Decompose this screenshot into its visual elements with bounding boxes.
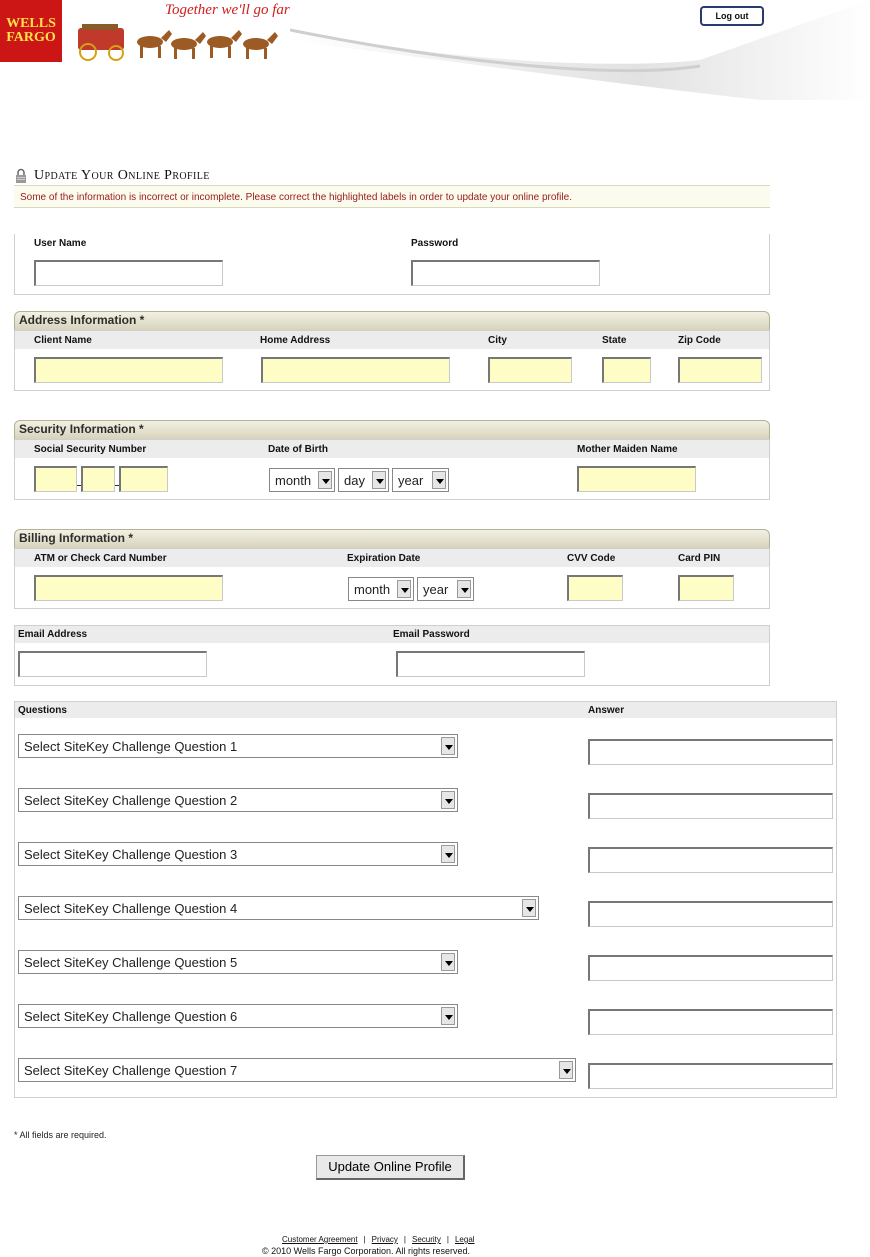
address-label-row (15, 331, 769, 349)
chevron-down-icon (441, 1007, 455, 1025)
client-name-input[interactable] (34, 357, 223, 383)
privacy-link[interactable]: Privacy (371, 1235, 398, 1244)
question-5-select[interactable] (18, 950, 458, 974)
chevron-down-icon (441, 791, 455, 809)
question-2-value: Select SiteKey Challenge Question 2 (24, 793, 238, 808)
question-6-select[interactable] (18, 1004, 458, 1028)
question-3-select[interactable] (18, 842, 458, 866)
card-number-label: ATM or Check Card Number (34, 553, 167, 564)
logout-button[interactable]: Log out (700, 6, 764, 26)
ssn-part-3-input[interactable] (119, 466, 168, 492)
ssn-label: Social Security Number (34, 444, 147, 455)
zip-code-input[interactable] (678, 357, 762, 383)
cvv-code-input[interactable] (567, 575, 623, 601)
card-pin-label: Card PIN (678, 553, 721, 564)
date-of-birth-label: Date of Birth (268, 444, 328, 455)
logo-line-2: FARGO (6, 30, 56, 45)
update-profile-button[interactable]: Update Online Profile (316, 1155, 465, 1180)
user-name-label: User Name (34, 238, 87, 249)
security-link[interactable]: Security (411, 1235, 441, 1244)
email-address-label: Email Address (18, 629, 88, 640)
questions-label-row (15, 702, 836, 718)
chevron-down-icon (372, 471, 386, 489)
city-label: City (488, 335, 507, 346)
dob-day-value: day (344, 473, 365, 488)
dob-day-select[interactable] (338, 468, 389, 492)
exp-month-value: month (354, 582, 391, 597)
security-section-title: Security Information * (19, 422, 144, 436)
chevron-down-icon (522, 899, 536, 917)
footer-separator: | (363, 1235, 366, 1244)
error-message: Some of the information is incorrect or incomplete. Please correct the highlighted labels in order to update your online profile. (20, 192, 572, 203)
chevron-down-icon (441, 845, 455, 863)
page-title: Update Your Online Profile (34, 168, 210, 183)
mother-maiden-name-input[interactable] (577, 466, 696, 492)
exp-month-select[interactable] (348, 577, 414, 601)
home-address-input[interactable] (261, 357, 450, 383)
question-5-value: Select SiteKey Challenge Question 5 (24, 955, 238, 970)
footer-separator: | (403, 1235, 406, 1244)
zip-code-label: Zip Code (678, 335, 721, 346)
card-number-input[interactable] (34, 575, 223, 601)
dob-month-select[interactable] (269, 468, 335, 492)
billing-section-title: Billing Information * (19, 531, 133, 545)
lock-icon (15, 168, 27, 183)
question-4-value: Select SiteKey Challenge Question 4 (24, 901, 238, 916)
password-input[interactable] (411, 260, 600, 286)
exp-year-select[interactable] (417, 577, 474, 601)
wells-fargo-logo[interactable] (0, 0, 62, 62)
answer-label: Answer (588, 705, 625, 716)
header-swoosh-graphic (290, 0, 870, 100)
dob-month-value: month (275, 473, 312, 488)
question-4-select[interactable] (18, 896, 539, 920)
dob-year-select[interactable] (392, 468, 449, 492)
logo-line-1: WELLS (6, 16, 56, 31)
state-input[interactable] (602, 357, 651, 383)
cvv-code-label: CVV Code (567, 553, 616, 564)
chevron-down-icon (441, 737, 455, 755)
card-pin-input[interactable] (678, 575, 734, 601)
home-address-label: Home Address (260, 335, 331, 346)
mother-maiden-name-label: Mother Maiden Name (577, 444, 678, 455)
answer-5-input[interactable] (588, 955, 833, 981)
chevron-down-icon (441, 953, 455, 971)
question-7-value: Select SiteKey Challenge Question 7 (24, 1063, 238, 1078)
password-label: Password (411, 238, 459, 249)
email-label-row (15, 626, 769, 643)
answer-7-input[interactable] (588, 1063, 833, 1089)
chevron-down-icon (457, 580, 471, 598)
customer-agreement-link[interactable]: Customer Agreement (282, 1235, 358, 1244)
user-name-input[interactable] (34, 260, 223, 286)
dob-year-value: year (398, 473, 424, 488)
question-7-select[interactable] (18, 1058, 576, 1082)
answer-4-input[interactable] (588, 901, 833, 927)
chevron-down-icon (559, 1061, 573, 1079)
expiration-date-label: Expiration Date (347, 553, 421, 564)
question-3-value: Select SiteKey Challenge Question 3 (24, 847, 238, 862)
stagecoach-image (72, 22, 284, 62)
tagline: Together we'll go far (165, 2, 290, 18)
state-label: State (602, 335, 627, 346)
address-section-title: Address Information * (19, 313, 145, 327)
question-1-select[interactable] (18, 734, 458, 758)
email-password-label: Email Password (393, 629, 470, 640)
question-1-value: Select SiteKey Challenge Question 1 (24, 739, 238, 754)
email-password-input[interactable] (396, 651, 585, 677)
chevron-down-icon (432, 471, 446, 489)
ssn-part-1-input[interactable] (34, 466, 77, 492)
answer-1-input[interactable] (588, 739, 833, 765)
legal-link[interactable]: Legal (454, 1235, 475, 1244)
ssn-part-2-input[interactable] (81, 466, 115, 492)
question-2-select[interactable] (18, 788, 458, 812)
chevron-down-icon (318, 471, 332, 489)
required-note: * All fields are required. (14, 1130, 107, 1140)
client-name-label: Client Name (34, 335, 92, 346)
questions-label: Questions (18, 705, 67, 716)
chevron-down-icon (397, 580, 411, 598)
city-input[interactable] (488, 357, 572, 383)
exp-year-value: year (423, 582, 449, 597)
footer-separator: | (446, 1235, 449, 1244)
email-address-input[interactable] (18, 651, 207, 677)
answer-3-input[interactable] (588, 847, 833, 873)
answer-2-input[interactable] (588, 793, 833, 819)
footer-links (282, 1235, 475, 1244)
question-6-value: Select SiteKey Challenge Question 6 (24, 1009, 238, 1024)
answer-6-input[interactable] (588, 1009, 833, 1035)
copyright: © 2010 Wells Fargo Corporation. All rights reserved. (262, 1246, 471, 1256)
